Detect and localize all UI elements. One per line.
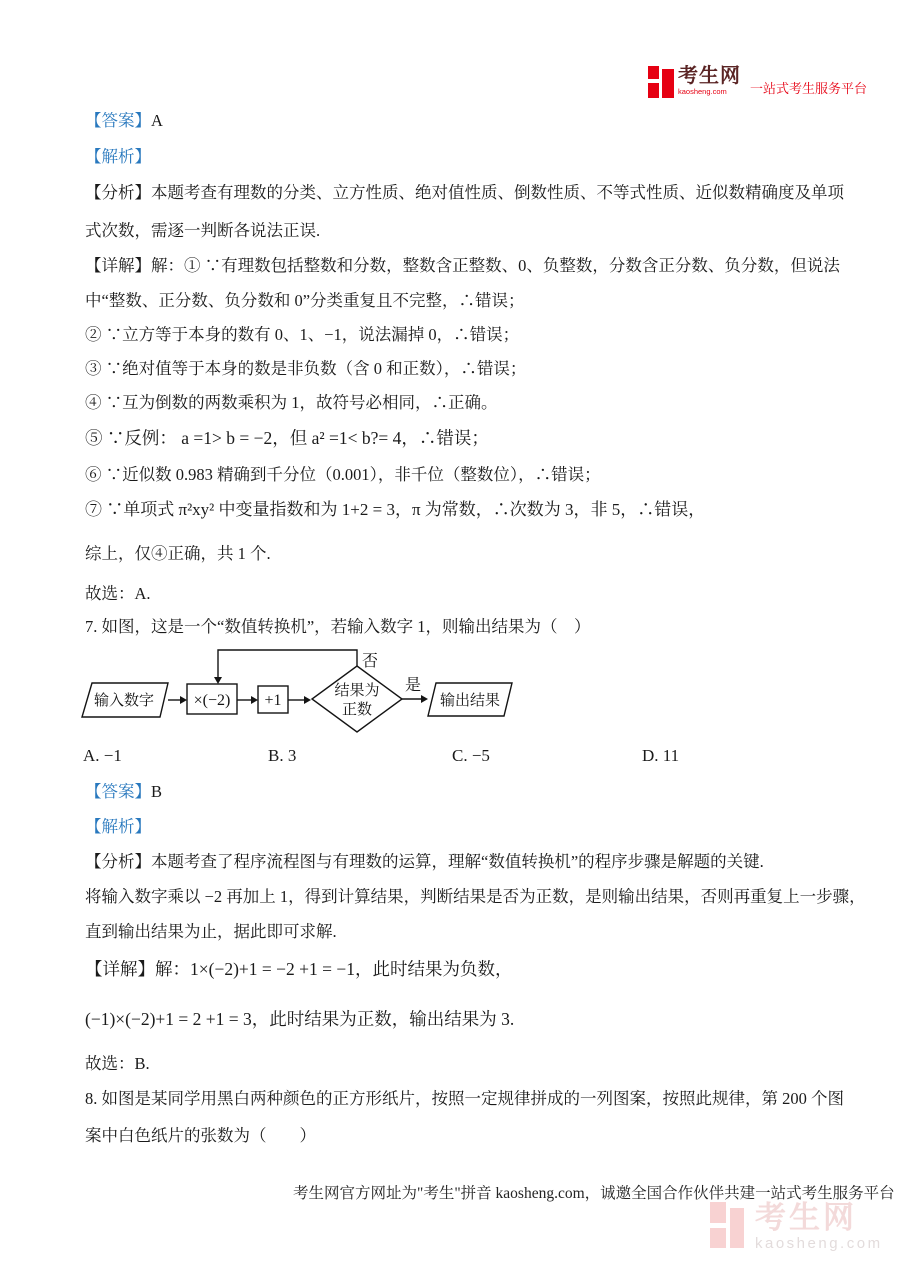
answer-line-q6	[85, 110, 163, 132]
answer-value: A	[151, 111, 163, 130]
detail-line: 中“整数、正分数、负分数和 0”分类重复且不完整，∴错误；	[85, 291, 525, 310]
kaosheng-watermark-icon	[710, 1202, 748, 1250]
question-7-text: 7. 如图，这是一个“数值转换机”，若输入数字 1，则输出结果为（ ）	[85, 617, 591, 636]
brand-tagline: 一站式考生服务平台	[750, 81, 868, 96]
kaosheng-logo	[648, 66, 867, 98]
jiexi-label: 【解析】	[85, 817, 151, 836]
jiexi-line-q7	[85, 816, 151, 838]
choice-line: 故选：B.	[85, 1054, 150, 1073]
watermark-brand-name: 考生网	[755, 1200, 857, 1235]
answer-label: 【答案】	[85, 782, 151, 801]
logo-block	[662, 69, 674, 98]
detail-line: ⑥ ∵近似数 0.983 精确到千分位（0.001），非千位（整数位），∴错误；	[85, 465, 601, 484]
detail-line: ② ∵立方等于本身的数有 0、1、−1，说法漏掉 0，∴错误；	[85, 325, 520, 344]
detail-line-formula: ⑤ ∵反例： a =1> b = −2，但 a² =1< b?= 4，∴错误；	[85, 428, 489, 448]
analysis-line: 【分析】本题考查了程序流程图与有理数的运算，理解“数值转换机”的程序步骤是解题的关键.	[85, 852, 764, 871]
answer-line-q7	[85, 781, 162, 803]
flow-decision-label-1: 结果为	[334, 683, 380, 699]
flow-decision-label-2: 正数	[341, 702, 373, 718]
option-a: A. −1	[83, 746, 122, 765]
kaosheng-watermark	[710, 1202, 883, 1251]
brand-name: 考生网	[678, 65, 741, 87]
arrowhead-right-icon	[180, 696, 187, 704]
choice-line: 故选：A.	[85, 584, 151, 603]
detail-line: ④ ∵互为倒数的两数乘积为 1，故符号必相同，∴正确。	[85, 393, 498, 412]
kaosheng-logo-icon	[648, 66, 674, 98]
answer-value: B	[151, 782, 163, 801]
flow-input-label: 输入数字	[93, 693, 155, 709]
answer-label: 【答案】	[85, 111, 151, 130]
arrowhead-right-icon	[304, 696, 311, 704]
arrowhead-right-icon	[251, 696, 258, 704]
detail-line-formula: 【详解】解：1×(−2)+1 = −2 +1 = −1，此时结果为负数，	[85, 959, 513, 979]
summary-line: 综上，仅④正确，共 1 个.	[85, 544, 271, 563]
watermark-brand-domain: kaosheng.com	[755, 1235, 883, 1252]
flow-step2-label: +1	[264, 692, 282, 709]
jiexi-label: 【解析】	[85, 147, 151, 166]
logo-block	[710, 1202, 726, 1223]
flow-no-label: 否	[362, 653, 379, 670]
jiexi-line-q6	[85, 146, 151, 168]
analysis-line: 直到输出结果为止，据此即可求解.	[85, 922, 337, 941]
arrowhead-right-icon	[421, 695, 428, 703]
logo-block	[648, 83, 659, 98]
question-8-text: 案中白色纸片的张数为（ ）	[85, 1126, 316, 1145]
footer-note: 考生网官方网址为"考生"拼音 kaosheng.com，诚邀全国合作伙伴共建一站式考生服务平台	[293, 1185, 895, 1202]
option-b: B. 3	[268, 746, 297, 765]
brand-domain: kaosheng.com	[678, 87, 727, 96]
detail-line: ③ ∵绝对值等于本身的数是非负数（含 0 和正数），∴错误；	[85, 359, 527, 378]
question-8-text: 8. 如图是某同学用黑白两种颜色的正方形纸片，按照一定规律拼成的一列图案，按照此规律，第 200 个图	[85, 1089, 844, 1108]
detail-line: 【详解】解：① ∵有理数包括整数和分数，整数含正整数、0、负整数，分数含正分数、负分数，但说法	[85, 256, 840, 275]
brand-text	[678, 66, 741, 96]
analysis-line: 【分析】本题考查有理数的分类、立方性质、绝对值性质、倒数性质、不等式性质、近似数精确度及单项	[85, 183, 844, 202]
detail-line-formula: (−1)×(−2)+1 = 2 +1 = 3，此时结果为正数，输出结果为 3.	[85, 1009, 515, 1029]
number-converter-flowchart	[75, 642, 525, 747]
watermark-text	[755, 1202, 883, 1251]
arrowhead-down-icon	[214, 677, 222, 684]
logo-block	[648, 66, 659, 79]
flow-yes-label: 是	[405, 677, 422, 694]
analysis-line: 式次数，需逐一判断各说法正误.	[85, 221, 321, 240]
flow-decision-shape	[312, 666, 402, 732]
option-c: C. −5	[452, 746, 490, 765]
option-d: D. 11	[642, 746, 680, 765]
logo-block	[710, 1228, 726, 1248]
flow-loop-wire	[218, 650, 357, 677]
flow-output-label: 输出结果	[439, 693, 501, 709]
detail-line-formula: ⑦ ∵单项式 π²xy² 中变量指数和为 1+2 = 3，π 为常数，∴次数为 3，非 5，∴错误，	[85, 500, 706, 519]
analysis-line: 将输入数字乘以 −2 再加上 1，得到计算结果，判断结果是否为正数，是则输出结果，否则再重复上一步骤，	[85, 887, 866, 906]
logo-block	[730, 1208, 744, 1248]
flow-step1-label: ×(−2)	[193, 692, 231, 709]
